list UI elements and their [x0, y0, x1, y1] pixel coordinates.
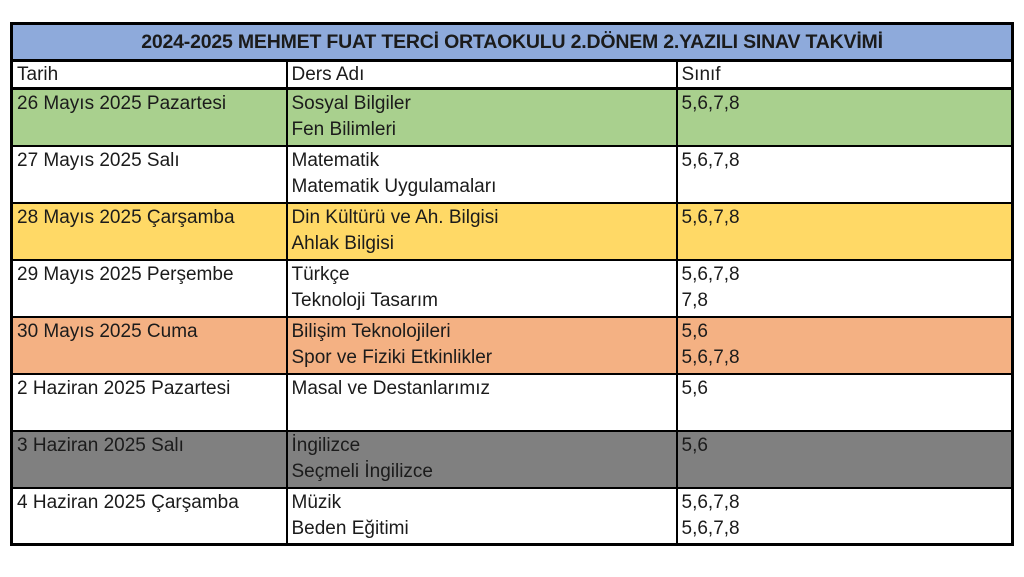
table-row [12, 317, 1013, 374]
course-line: Masal ve Destanlarımız [291, 377, 491, 399]
course-cell [287, 260, 677, 317]
class-cell [677, 146, 1013, 203]
course-cell [287, 317, 677, 374]
table-row [12, 488, 1013, 545]
column-header-date: Tarih [12, 61, 287, 89]
class-line: 5,6 [681, 377, 708, 399]
table-row [12, 89, 1013, 146]
table-row [12, 203, 1013, 260]
course-line: Matematik Uygulamaları [291, 175, 497, 197]
exam-schedule-table [10, 22, 1014, 546]
date-cell: 4 Haziran 2025 Çarşamba [12, 488, 287, 545]
course-line: Müzik [291, 491, 342, 513]
course-line: Teknoloji Tasarım [291, 289, 438, 311]
course-cell [287, 488, 677, 545]
course-line: Matematik [291, 149, 380, 171]
course-line [292, 402, 676, 428]
course-line: Fen Bilimleri [291, 119, 397, 140]
course-line: Türkçe [291, 263, 350, 285]
course-line: Ahlak Bilgisi [291, 232, 394, 254]
course-line: Din Kültürü ve Ah. Bilgisi [291, 206, 499, 228]
table-header-row [12, 61, 1013, 89]
course-line: Sosyal Bilgiler [291, 93, 411, 114]
class-cell [677, 374, 1013, 431]
class-cell [677, 488, 1013, 545]
column-header-course: Ders Adı [287, 61, 677, 89]
class-line: 5,6,7,8 [681, 263, 740, 285]
course-line: Seçmeli İngilizce [291, 460, 433, 482]
class-cell [677, 317, 1013, 374]
class-line: 5,6,7,8 [681, 346, 740, 368]
course-cell [287, 89, 677, 146]
course-line: Beden Eğitimi [291, 517, 409, 539]
course-cell [287, 374, 677, 431]
class-line: 5,6 [681, 320, 708, 342]
date-cell: 2 Haziran 2025 Pazartesi [12, 374, 287, 431]
date-cell: 28 Mayıs 2025 Çarşamba [12, 203, 287, 260]
class-line [682, 459, 1012, 485]
table-title-row [12, 24, 1013, 61]
table-row [12, 374, 1013, 431]
class-line: 7,8 [681, 289, 708, 311]
class-line: 5,6 [681, 434, 708, 456]
course-line: Bilişim Teknolojileri [291, 320, 451, 342]
course-cell [287, 431, 677, 488]
course-line: İngilizce [291, 434, 361, 456]
table-row [12, 146, 1013, 203]
class-cell [677, 89, 1013, 146]
column-header-class: Sınıf [677, 61, 1013, 89]
class-cell [677, 260, 1013, 317]
class-line: 5,6,7,8 [681, 491, 740, 513]
date-cell: 30 Mayıs 2025 Cuma [12, 317, 287, 374]
date-cell: 3 Haziran 2025 Salı [12, 431, 287, 488]
class-line: 5,6,7,8 [681, 93, 740, 114]
class-cell [677, 431, 1013, 488]
class-line [682, 402, 1012, 428]
course-cell [287, 146, 677, 203]
class-line [682, 117, 1012, 143]
class-line: 5,6,7,8 [681, 206, 740, 228]
course-cell [287, 203, 677, 260]
table-row [12, 431, 1013, 488]
table-row [12, 260, 1013, 317]
date-cell: 26 Mayıs 2025 Pazartesi [12, 89, 287, 146]
class-line: 5,6,7,8 [681, 517, 740, 539]
course-line: Spor ve Fiziki Etkinlikler [291, 346, 493, 368]
date-cell: 27 Mayıs 2025 Salı [12, 146, 287, 203]
date-cell: 29 Mayıs 2025 Perşembe [12, 260, 287, 317]
table-title: 2024-2025 MEHMET FUAT TERCİ ORTAOKULU 2.DÖNEM 2.YAZILI SINAV TAKVİMİ [12, 24, 1013, 61]
class-line: 5,6,7,8 [681, 149, 740, 171]
class-line [682, 174, 1012, 200]
class-line [682, 231, 1012, 257]
class-cell [677, 203, 1013, 260]
